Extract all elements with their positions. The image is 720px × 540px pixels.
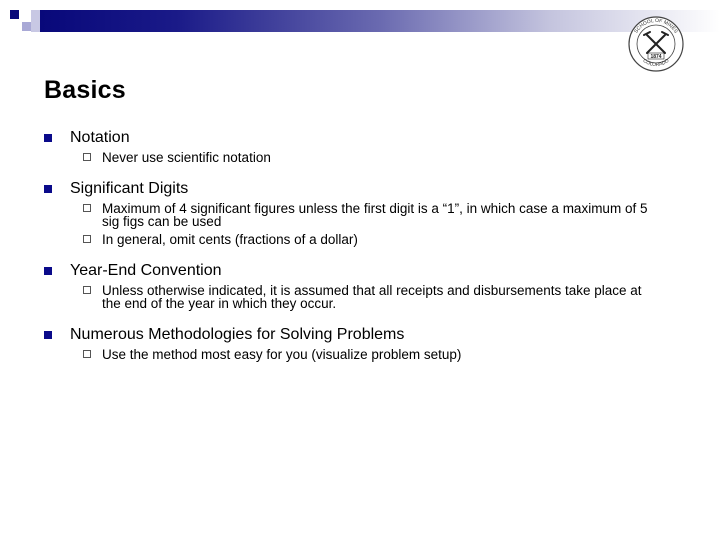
header-square-mid: [31, 10, 40, 32]
bullet-list: [44, 128, 664, 376]
seal-year: 1874: [650, 54, 662, 60]
sub-bullet-item: [44, 151, 664, 164]
header-gradient-bar: [40, 10, 720, 32]
school-seal-logo: [627, 15, 685, 73]
hollow-square-bullet-icon: [83, 153, 91, 161]
bullet-heading: Notation: [70, 129, 130, 146]
sub-bullet-text: In general, omit cents (fractions of a dollar): [102, 232, 358, 247]
section-notation: [44, 128, 664, 164]
header-square-light: [22, 22, 31, 31]
seal-top-text: SCHOOL OF MINES: [633, 17, 679, 35]
bullet-item: [44, 325, 664, 345]
square-bullet-icon: [44, 267, 52, 275]
header-square-dark: [10, 10, 19, 19]
section-year-end-convention: [44, 261, 664, 310]
bullet-heading: Numerous Methodologies for Solving Problems: [70, 326, 405, 343]
section-significant-digits: [44, 179, 664, 246]
bullet-heading: Significant Digits: [70, 180, 189, 197]
bullet-heading: Year-End Convention: [70, 262, 222, 279]
square-bullet-icon: [44, 331, 52, 339]
sub-bullet-item: [44, 202, 664, 228]
hollow-square-bullet-icon: [83, 204, 91, 212]
hollow-square-bullet-icon: [83, 235, 91, 243]
section-methodologies: [44, 325, 664, 361]
sub-bullet-item: [44, 348, 664, 361]
square-bullet-icon: [44, 185, 52, 193]
square-bullet-icon: [44, 134, 52, 142]
sub-bullet-text: Unless otherwise indicated, it is assumed that all receipts and disbursements take place at the end of the year in which they occur.: [102, 283, 642, 311]
sub-bullet-text: Maximum of 4 significant figures unless the first digit is a “1”, in which case a maximum of 5 sig figs can be used: [102, 201, 648, 229]
bullet-item: [44, 128, 664, 148]
seal-bottom-text: COLORADO: [641, 57, 671, 69]
bullet-item: [44, 261, 664, 281]
hollow-square-bullet-icon: [83, 286, 91, 294]
bullet-item: [44, 179, 664, 199]
hollow-square-bullet-icon: [83, 350, 91, 358]
sub-bullet-item: [44, 284, 664, 310]
slide-title: Basics: [44, 76, 126, 104]
sub-bullet-item: [44, 233, 664, 246]
sub-bullet-text: Never use scientific notation: [102, 150, 271, 165]
sub-bullet-text: Use the method most easy for you (visualize problem setup): [102, 347, 462, 362]
